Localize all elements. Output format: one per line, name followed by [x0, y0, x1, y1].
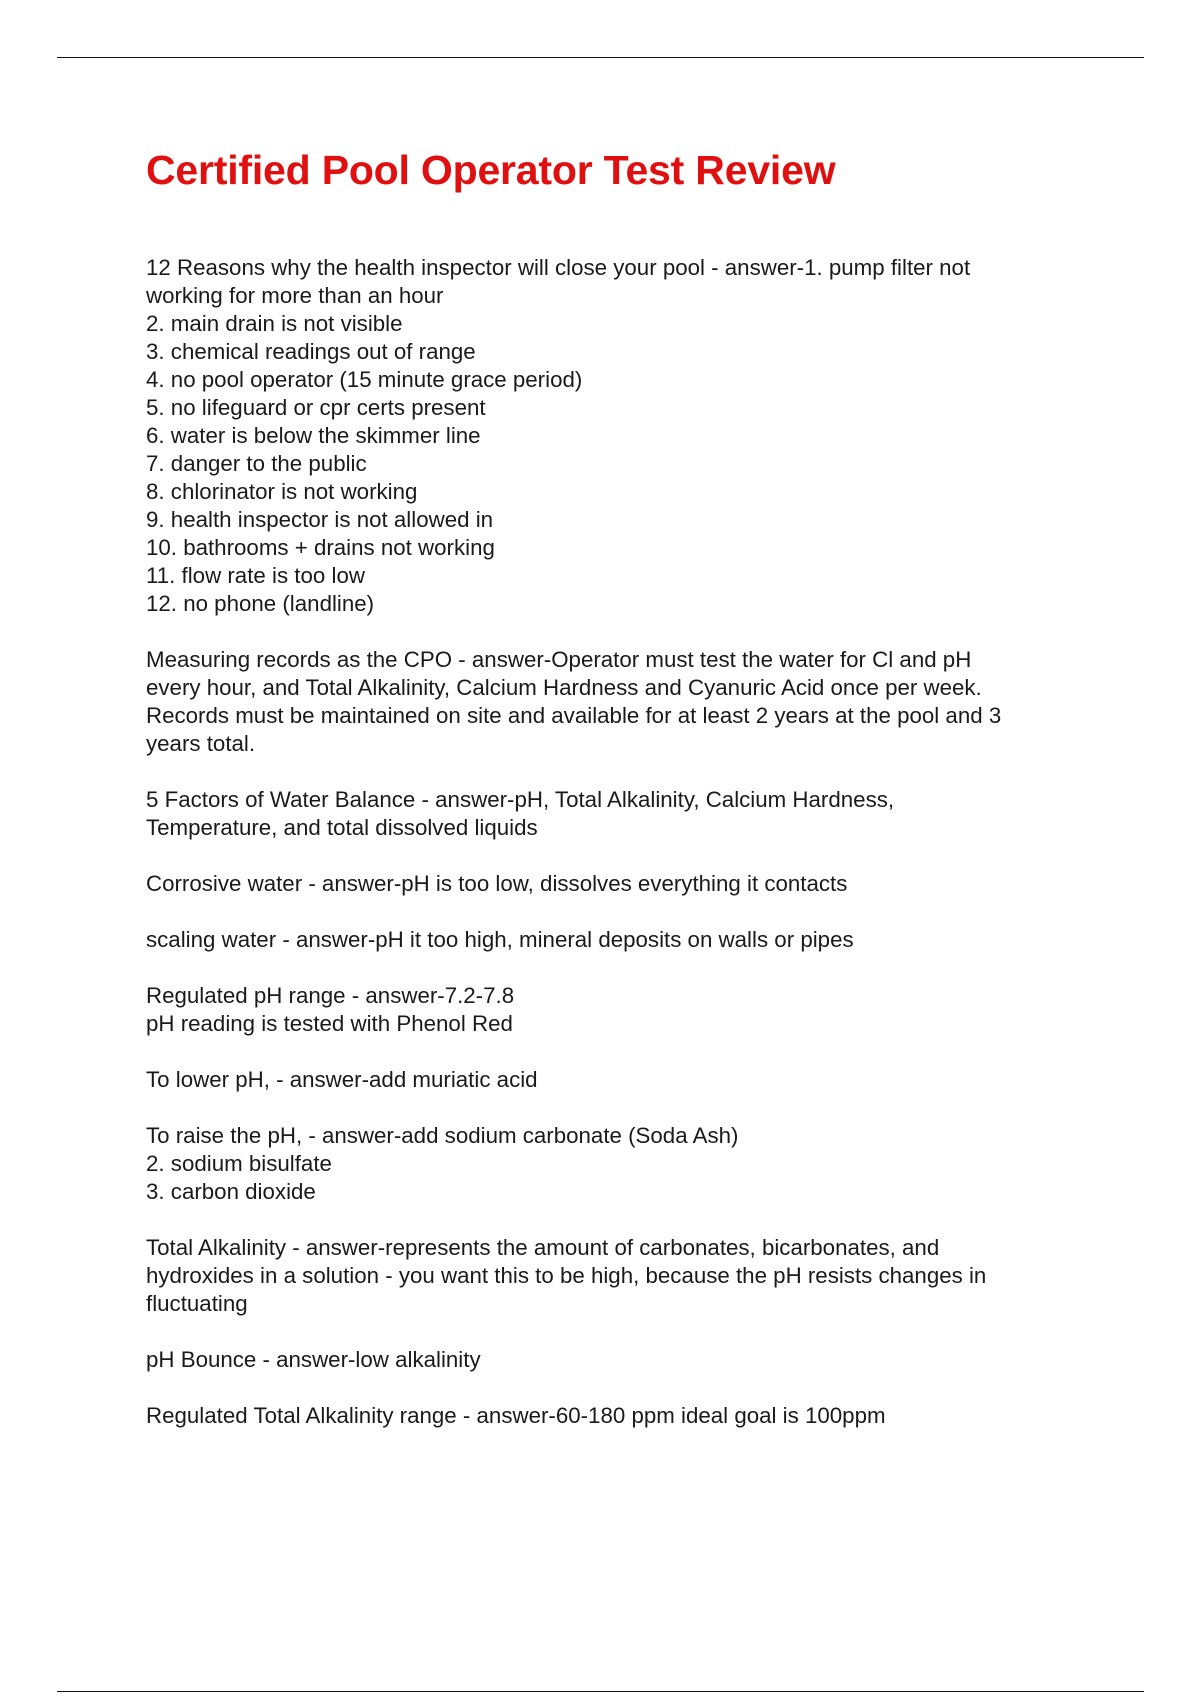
entry-text-line: 3. carbon dioxide: [146, 1179, 316, 1204]
entry-text-line: 8. chlorinator is not working: [146, 479, 418, 504]
entry-text-line: scaling water - answer-pH it too high, mineral deposits on walls or pipes: [146, 927, 854, 952]
entry-text-line: 12. no phone (landline): [146, 591, 375, 616]
entry-text-line: Temperature, and total dissolved liquids: [146, 815, 538, 840]
entry-text-line: Regulated pH range - answer-7.2-7.8: [146, 983, 515, 1008]
entry-text-line: Records must be maintained on site and available for at least 2 years at the pool and 3: [146, 703, 1002, 728]
entry-text-line: Regulated Total Alkalinity range - answer-60-180 ppm ideal goal is 100ppm: [146, 1403, 886, 1428]
qa-entry: [146, 870, 1086, 898]
entry-text-line: every hour, and Total Alkalinity, Calcium Hardness and Cyanuric Acid once per week.: [146, 675, 982, 700]
entry-text-line: To raise the pH, - answer-add sodium carbonate (Soda Ash): [146, 1123, 739, 1148]
qa-entry: [146, 646, 1086, 758]
qa-entry: [146, 786, 1086, 842]
entry-text-line: Total Alkalinity - answer-represents the amount of carbonates, bicarbonates, and: [146, 1235, 940, 1260]
entry-text-line: 7. danger to the public: [146, 451, 367, 476]
qa-entry: [146, 1346, 1086, 1374]
qa-entry: [146, 254, 1086, 618]
header-divider: [57, 57, 1144, 58]
entry-text-line: 2. sodium bisulfate: [146, 1151, 332, 1176]
entry-text-line: hydroxides in a solution - you want this to be high, because the pH resists changes in: [146, 1263, 987, 1288]
entry-text-line: 5 Factors of Water Balance - answer-pH, Total Alkalinity, Calcium Hardness,: [146, 787, 895, 812]
entry-text-line: 3. chemical readings out of range: [146, 339, 476, 364]
entry-text-line: 4. no pool operator (15 minute grace period): [146, 367, 583, 392]
entry-text-line: Corrosive water - answer-pH is too low, dissolves everything it contacts: [146, 871, 848, 896]
entry-list: [146, 254, 1086, 1430]
entry-text-line: To lower pH, - answer-add muriatic acid: [146, 1067, 538, 1092]
entry-text-line: working for more than an hour: [146, 283, 444, 308]
entry-text-line: pH reading is tested with Phenol Red: [146, 1011, 513, 1036]
footer-divider: [57, 1691, 1144, 1692]
document-body: [146, 142, 1086, 1458]
entry-text-line: 10. bathrooms + drains not working: [146, 535, 495, 560]
entry-text-line: 6. water is below the skimmer line: [146, 423, 481, 448]
qa-entry: [146, 1122, 1086, 1206]
entry-text-line: 11. flow rate is too low: [146, 563, 365, 588]
entry-text-line: fluctuating: [146, 1291, 248, 1316]
qa-entry: [146, 1402, 1086, 1430]
qa-entry: [146, 1066, 1086, 1094]
entry-text-line: pH Bounce - answer-low alkalinity: [146, 1347, 481, 1372]
qa-entry: [146, 1234, 1086, 1318]
entry-text-line: years total.: [146, 731, 256, 756]
document-title: Certified Pool Operator Test Review: [146, 147, 836, 193]
qa-entry: [146, 982, 1086, 1038]
entry-text-line: 9. health inspector is not allowed in: [146, 507, 494, 532]
entry-text-line: 12 Reasons why the health inspector will close your pool - answer-1. pump filter not: [146, 255, 971, 280]
entry-text-line: Measuring records as the CPO - answer-Operator must test the water for Cl and pH: [146, 647, 972, 672]
entry-text-line: 2. main drain is not visible: [146, 311, 403, 336]
qa-entry: [146, 926, 1086, 954]
entry-text-line: 5. no lifeguard or cpr certs present: [146, 395, 486, 420]
